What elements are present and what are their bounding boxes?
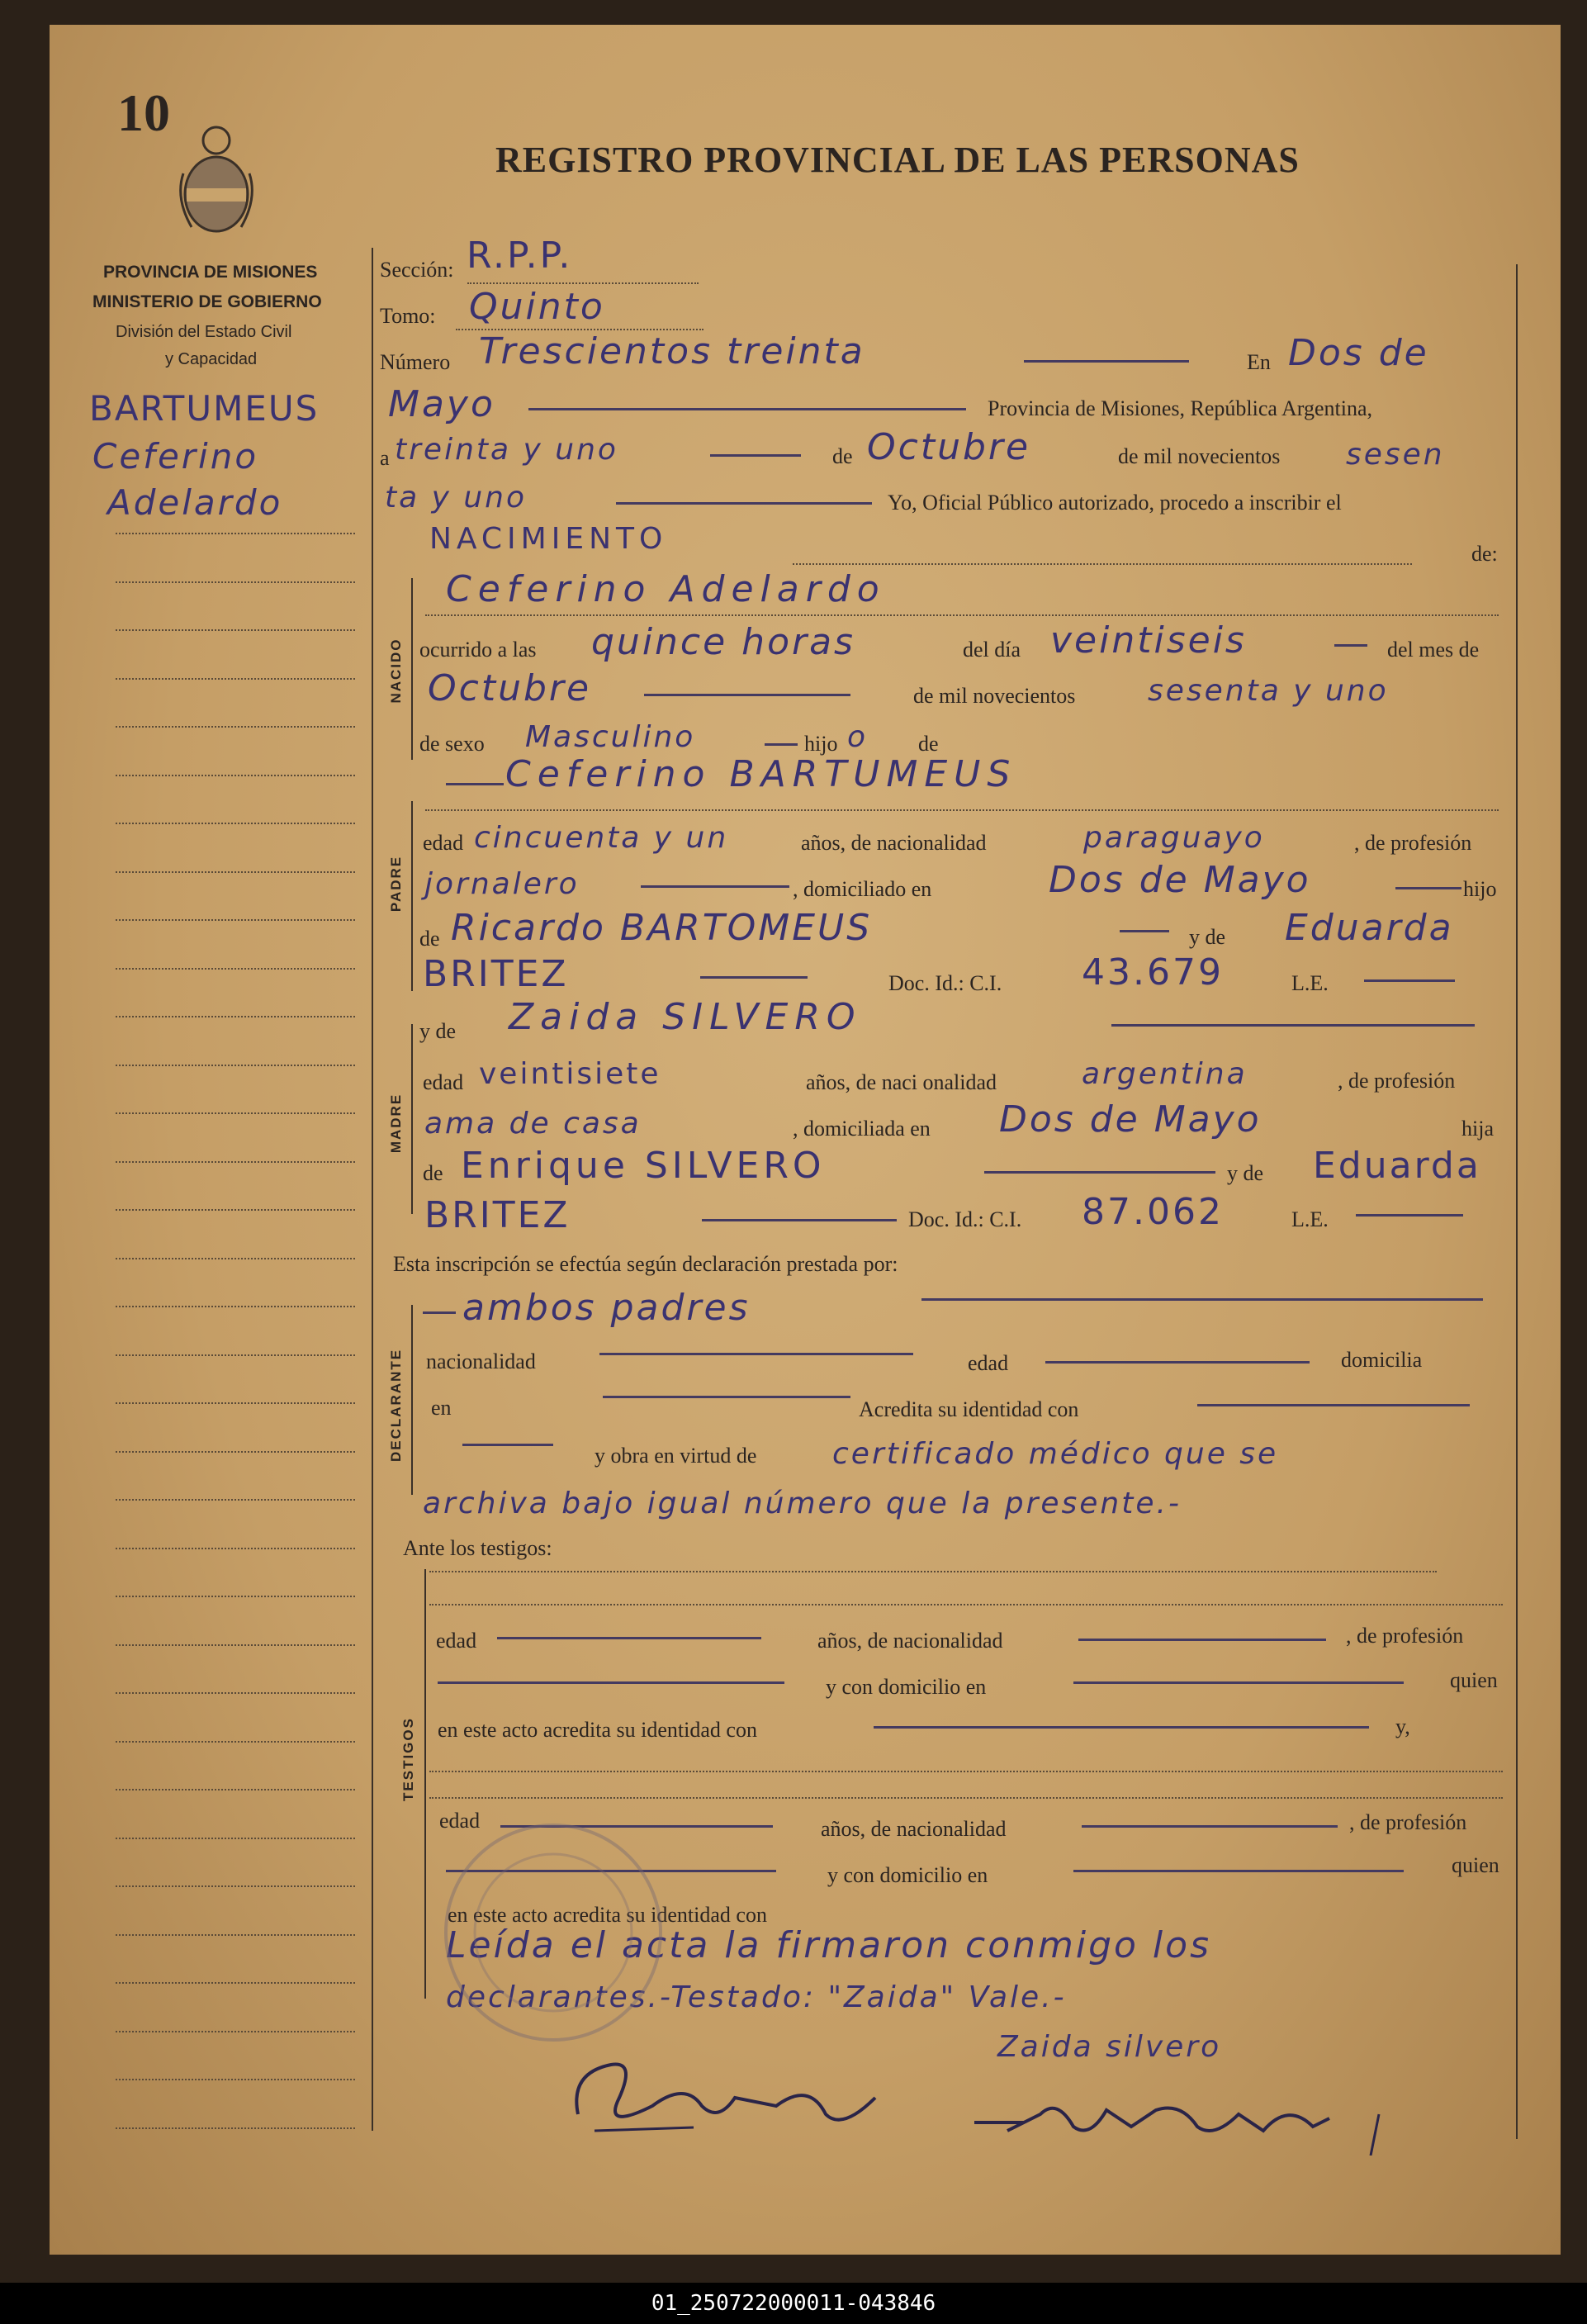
label-t1-acred: en este acto acredita su identidad con xyxy=(438,1718,757,1742)
value-mes: Octubre xyxy=(867,426,1031,468)
label-madre-y-de: y de xyxy=(419,1019,457,1043)
label-madre-de: de xyxy=(423,1161,443,1185)
dash-padre-dom xyxy=(1395,887,1461,889)
label-padre-domiciliado: , domiciliado en xyxy=(793,877,932,901)
label-t1-dom: y con domicilio en xyxy=(826,1675,987,1699)
margin-ruled-line xyxy=(116,1354,355,1356)
value-anio-1: sesen xyxy=(1346,438,1445,472)
label-madre-le: L.E. xyxy=(1291,1207,1329,1231)
label-de-colon: de: xyxy=(1471,542,1498,566)
dash-t2-nac xyxy=(1082,1825,1338,1828)
label-t2-anos: años, de nacionalidad xyxy=(821,1817,1007,1841)
margin-ruled-line xyxy=(116,2031,355,2032)
value-padre-nombre: Ceferino BARTUMEUS xyxy=(505,753,1017,795)
margin-ruled-line xyxy=(116,919,355,921)
label-padre-y-de: y de xyxy=(1189,925,1226,949)
margin-ruled-line xyxy=(116,1838,355,1839)
dash-sexo xyxy=(765,743,798,746)
value-madre-edad: veintisiete xyxy=(479,1057,661,1091)
dash-t1-nac xyxy=(1078,1639,1326,1641)
margin-ruled-line xyxy=(116,823,355,824)
label-padre-de: de xyxy=(419,927,440,951)
value-mes-nac: Octubre xyxy=(428,667,592,709)
label-madre-anos: años, de naci onalidad xyxy=(806,1070,997,1094)
margin-ruled-line xyxy=(116,1982,355,1984)
label-madre-profesion: , de profesión xyxy=(1338,1069,1456,1093)
image-id-caption: 01_250722000011-043846 xyxy=(0,2283,1587,2324)
line-testigos-1 xyxy=(429,1571,1437,1572)
label-t2-dom: y con domicilio en xyxy=(827,1863,988,1887)
dash-madre-padre xyxy=(984,1171,1215,1174)
label-tomo: Tomo: xyxy=(380,304,436,328)
label-t2-quien: quien xyxy=(1452,1853,1499,1877)
value-hijo-suffix: o xyxy=(847,720,869,754)
label-numero: Número xyxy=(380,350,451,374)
value-padre-dom: Dos de Mayo xyxy=(1049,859,1311,901)
dash-declarante-lead xyxy=(423,1311,456,1314)
dash-t1-a xyxy=(438,1681,784,1684)
margin-ruled-line xyxy=(116,2127,355,2129)
value-madre-madre-2: BRITEZ xyxy=(424,1194,571,1236)
margin-ruled-line xyxy=(116,1258,355,1259)
section-label-padre: PADRE xyxy=(388,855,404,913)
label-provincia: Provincia de Misiones, República Argentina, xyxy=(988,396,1372,420)
dash-madre-madre xyxy=(702,1219,897,1221)
line-testigos-4 xyxy=(429,1797,1503,1799)
label-hijo: hijo xyxy=(804,732,838,756)
official-stamp xyxy=(429,1809,677,2056)
page-number: 10 xyxy=(117,83,170,142)
section-label-madre: MADRE xyxy=(388,1093,404,1154)
value-dia-nac: veintiseis xyxy=(1050,619,1247,662)
dash-nacionalidad xyxy=(599,1353,913,1355)
margin-ruled-line xyxy=(116,1596,355,1597)
label-t1-anos: años, de nacionalidad xyxy=(817,1629,1003,1653)
value-padre-madre-2: BRITEZ xyxy=(423,953,569,995)
margin-ruled-line xyxy=(116,1692,355,1694)
dash-t1-acred xyxy=(874,1726,1369,1729)
value-acto: NACIMIENTO xyxy=(429,522,668,556)
label-padre-profesion: , de profesión xyxy=(1354,831,1472,855)
province-heading: PROVINCIA DE MISIONES xyxy=(103,263,318,282)
margin-ruled-line xyxy=(116,1016,355,1017)
value-madre-nac: argentina xyxy=(1082,1057,1248,1091)
value-padre-prof: jornalero xyxy=(424,867,580,901)
margin-ruled-line xyxy=(116,968,355,970)
label-t2-acred: en este acto acredita su identidad con xyxy=(448,1903,767,1927)
dash-anio xyxy=(616,502,872,505)
label-ante: Ante los testigos: xyxy=(403,1536,552,1560)
dash-t1-dom xyxy=(1073,1681,1404,1684)
label-padre-hijo: hijo xyxy=(1463,877,1497,901)
value-madre-nombre: Zaida SILVERO xyxy=(509,996,862,1038)
margin-name-1: Ceferino xyxy=(92,436,259,477)
margin-ruled-line xyxy=(116,1065,355,1066)
value-padre-padre: Ricardo BARTOMEUS xyxy=(451,907,873,949)
dash-declarante xyxy=(921,1298,1483,1301)
margin-ruled-line xyxy=(116,629,355,631)
value-anio-2: ta y uno xyxy=(385,481,528,515)
section-label-declarante: DECLARANTE xyxy=(388,1348,404,1462)
label-declarante-edad: edad xyxy=(968,1351,1009,1375)
line-acto xyxy=(793,563,1412,565)
value-padre-madre-1: Eduarda xyxy=(1285,907,1454,949)
section-bracket-padre xyxy=(411,801,413,991)
section-bracket-madre xyxy=(411,1024,413,1214)
section-label-nacido: NACIDO xyxy=(388,638,404,704)
margin-ruled-line xyxy=(116,1548,355,1549)
value-hora: quince horas xyxy=(591,621,855,663)
label-madre-hija: hija xyxy=(1461,1117,1494,1141)
line-testigos-3 xyxy=(429,1771,1503,1772)
value-padre-edad: cincuenta y un xyxy=(474,821,729,855)
label-ocurrido: ocurrido a las xyxy=(419,638,537,662)
margin-ruled-line xyxy=(116,533,355,534)
label-padre-edad: edad xyxy=(423,831,464,855)
label-domicilia: domicilia xyxy=(1341,1348,1423,1372)
registrar-signature xyxy=(561,2048,908,2147)
dash-padre-padre xyxy=(1120,930,1169,932)
label-de-mil-nac: de mil novecientos xyxy=(913,684,1076,708)
dash-padre-nombre xyxy=(446,783,504,785)
label-seccion: Sección: xyxy=(380,258,454,282)
margin-ruled-line xyxy=(116,1885,355,1887)
document-title: REGISTRO PROVINCIAL DE LAS PERSONAS xyxy=(495,140,1300,180)
dash-obra-lead xyxy=(462,1444,553,1446)
capacity-heading: y Capacidad xyxy=(165,350,258,368)
margin-ruled-line xyxy=(116,1644,355,1646)
label-en: En xyxy=(1247,350,1271,374)
label-t2-edad: edad xyxy=(439,1809,481,1833)
margin-ruled-line xyxy=(116,1934,355,1936)
label-a: a xyxy=(380,446,390,470)
label-padre-doc: Doc. Id.: C.I. xyxy=(888,971,1002,995)
label-madre-domiciliada: , domiciliada en xyxy=(793,1117,931,1141)
margin-ruled-line xyxy=(116,1741,355,1743)
line-padre-nombre xyxy=(425,809,1499,811)
label-t1-edad: edad xyxy=(436,1629,477,1653)
margin-ruled-line xyxy=(116,1161,355,1163)
section-bracket-nacido xyxy=(411,578,413,760)
label-madre-y-de-2: y de xyxy=(1227,1161,1264,1185)
label-madre-edad: edad xyxy=(423,1070,464,1094)
dash-t2-dom xyxy=(1073,1870,1404,1872)
margin-ruled-line xyxy=(116,1402,355,1404)
dash-lugar xyxy=(528,408,966,410)
dash-padre-madre xyxy=(700,976,808,979)
label-madre-doc: Doc. Id.: C.I. xyxy=(908,1207,1022,1231)
label-t1-y: y, xyxy=(1395,1715,1410,1738)
dash-dia-nac xyxy=(1334,644,1367,647)
section-bracket-testigos xyxy=(424,1569,426,1999)
value-lugar: Mayo xyxy=(388,383,495,425)
value-en: Dos de xyxy=(1288,332,1429,374)
label-del-mes: del mes de xyxy=(1387,638,1480,662)
value-dia: treinta y uno xyxy=(395,433,618,467)
margin-ruled-line xyxy=(116,581,355,583)
value-madre-ci: 87.062 xyxy=(1082,1191,1224,1233)
margin-ruled-line xyxy=(116,1112,355,1114)
label-obra: y obra en virtud de xyxy=(595,1444,757,1468)
value-cierre-2: declarantes.-Testado: "Zaida" Vale.- xyxy=(446,1980,1067,2014)
label-inscripcion: Esta inscripción se efectúa según declaración prestada por: xyxy=(393,1252,898,1276)
dash-declarante-edad xyxy=(1045,1361,1310,1364)
label-padre-anos: años, de nacionalidad xyxy=(801,831,987,855)
value-obra-2: archiva bajo igual número que la presente.- xyxy=(423,1487,1182,1520)
value-declarante: ambos padres xyxy=(462,1287,751,1329)
value-sexo: Masculino xyxy=(525,720,696,754)
margin-ruled-line xyxy=(116,871,355,873)
margin-ruled-line xyxy=(116,1451,355,1453)
dash-padre-prof xyxy=(641,885,789,888)
value-tomo: Quinto xyxy=(469,286,605,328)
value-nombre: Ceferino Adelardo xyxy=(446,568,886,610)
label-de-sexo: de sexo xyxy=(419,732,485,756)
dash-padre-le xyxy=(1364,979,1455,982)
label-nacionalidad: nacionalidad xyxy=(426,1349,536,1373)
dash-acredita xyxy=(1197,1404,1470,1406)
value-padre-nac: paraguayo xyxy=(1083,821,1265,855)
dash-madre-le xyxy=(1356,1214,1463,1217)
form-left-border xyxy=(372,248,373,2131)
line-seccion xyxy=(467,282,699,284)
value-madre-madre-1: Eduarda xyxy=(1313,1145,1481,1187)
value-anio-nac: sesenta y uno xyxy=(1148,674,1389,708)
margin-ruled-line xyxy=(116,775,355,776)
label-t2-prof: , de profesión xyxy=(1349,1810,1467,1834)
value-madre-prof: ama de casa xyxy=(424,1107,642,1141)
dash-mes-nac xyxy=(644,694,850,696)
label-de-mil: de mil novecientos xyxy=(1118,444,1281,468)
ministry-heading: MINISTERIO DE GOBIERNO xyxy=(92,292,322,311)
value-obra-1: certificado médico que se xyxy=(832,1437,1279,1471)
margin-ruled-line xyxy=(116,1499,355,1501)
label-yo: Yo, Oficial Público autorizado, procedo a inscribir el xyxy=(888,491,1342,515)
margin-ruled-line xyxy=(116,2079,355,2080)
label-declarante-en: en xyxy=(431,1396,452,1420)
form-right-border xyxy=(1516,264,1518,2139)
division-heading: División del Estado Civil xyxy=(116,323,292,341)
dash-numero xyxy=(1024,360,1189,363)
section-label-testigos: TESTIGOS xyxy=(400,1717,416,1801)
coat-of-arms-emblem xyxy=(175,124,258,240)
father-signature xyxy=(966,2081,1428,2156)
dash-madre-nombre xyxy=(1111,1024,1475,1027)
dash-declarante-en xyxy=(603,1396,850,1398)
dash-dia xyxy=(710,454,801,457)
value-firma-madre: Zaida silvero xyxy=(997,2030,1222,2064)
section-bracket-declarante xyxy=(411,1305,413,1495)
label-de-mes: de xyxy=(832,444,853,468)
dash-t1-edad xyxy=(497,1637,761,1639)
margin-ruled-line xyxy=(116,678,355,680)
label-padre-le: L.E. xyxy=(1291,971,1329,995)
label-hijo-de: de xyxy=(918,732,939,756)
margin-ruled-line xyxy=(116,1789,355,1790)
line-testigos-2 xyxy=(429,1604,1503,1605)
margin-ruled-line xyxy=(116,1306,355,1307)
label-t1-quien: quien xyxy=(1450,1668,1498,1692)
margin-ruled-line xyxy=(116,726,355,728)
value-cierre-1: Leída el acta la firmaron conmigo los xyxy=(446,1924,1211,1966)
value-numero: Trescientos treinta xyxy=(479,330,865,372)
label-t1-prof: , de profesión xyxy=(1346,1624,1464,1648)
value-madre-dom: Dos de Mayo xyxy=(999,1098,1262,1141)
value-seccion: R.P.P. xyxy=(467,235,573,277)
margin-surname: BARTUMEUS xyxy=(89,388,320,429)
label-del-dia: del día xyxy=(963,638,1021,662)
margin-ruled-line xyxy=(116,1209,355,1211)
label-acredita: Acredita su identidad con xyxy=(859,1397,1079,1421)
margin-name-2: Adelardo xyxy=(107,482,283,523)
value-padre-ci: 43.679 xyxy=(1082,951,1224,994)
value-madre-padre: Enrique SILVERO xyxy=(461,1145,826,1187)
line-nombre xyxy=(425,614,1499,616)
